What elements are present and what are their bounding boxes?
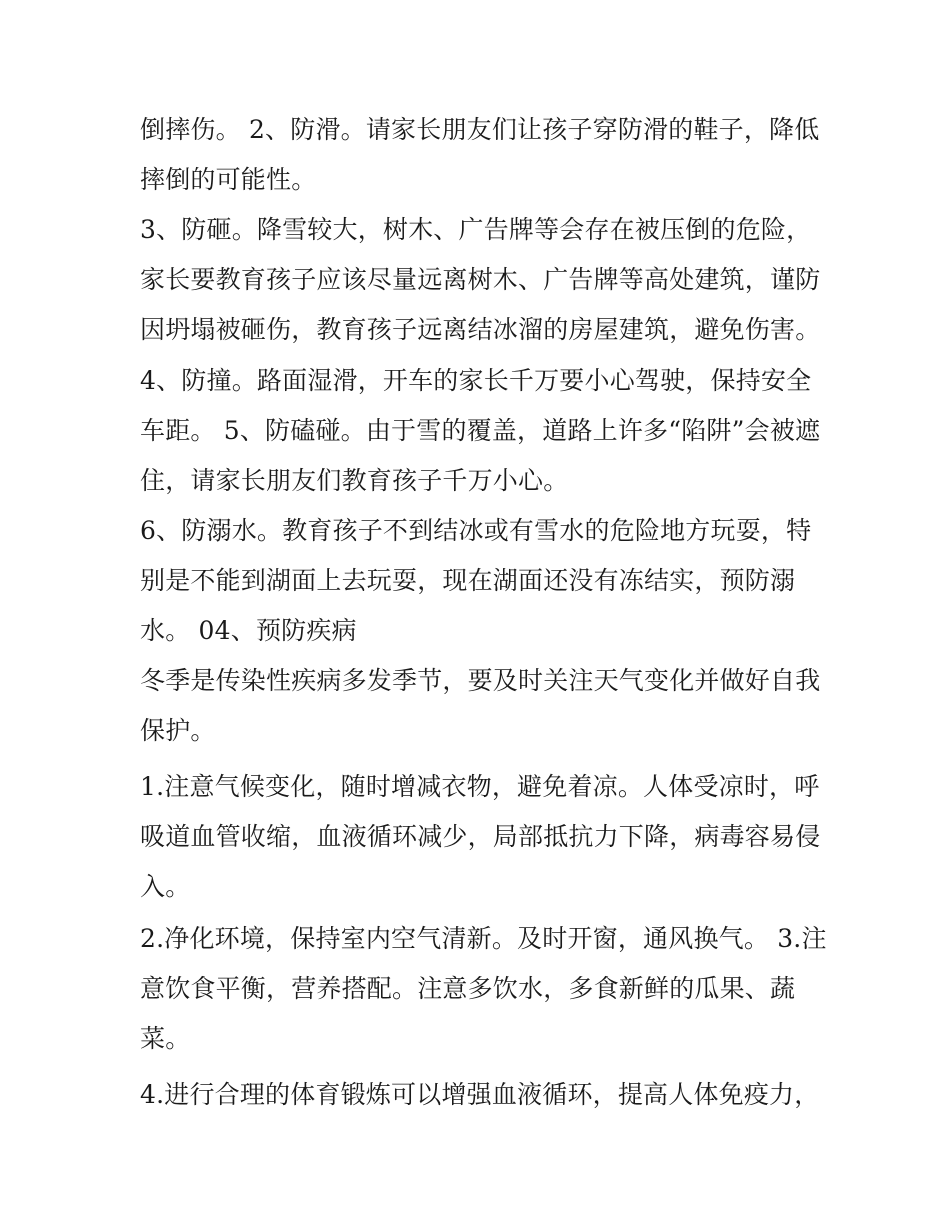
text-line: 6、防溺水。教育孩子不到结冰或有雪水的危险地方玩耍，特 [140, 516, 812, 545]
text-line: 入。 [140, 872, 191, 901]
text-line: 4.进行合理的体育锻炼可以增强血液循环，提高人体免疫力， [140, 1080, 820, 1109]
text-line: 保护。 [140, 716, 216, 745]
text-line: 1.注意气候变化，随时增减衣物，避免着凉。人体受凉时，呼 [140, 772, 820, 801]
text-line: 因坍塌被砸伤，教育孩子远离结冰溜的房屋建筑，避免伤害。 [140, 315, 821, 344]
text-line: 菜。 [140, 1024, 191, 1053]
text-line: 吸道血管收缩，血液循环减少，局部抵抗力下降，病毒容易侵 [140, 822, 821, 851]
text-line: 4、防撞。路面湿滑，开车的家长千万要小心驾驶，保持安全 [140, 366, 812, 395]
text-line: 别是不能到湖面上去玩耍，现在湖面还没有冻结实，预防溺 [140, 566, 796, 595]
text-line: 3、防砸。降雪较大，树木、广告牌等会存在被压倒的危险， [140, 215, 812, 244]
text-line: 车距。 5、防磕碰。由于雪的覆盖，道路上许多“陷阱”会被遮 [140, 416, 821, 445]
text-line: 住，请家长朋友们教育孩子千万小心。 [140, 466, 569, 495]
text-line: 意饮食平衡，营养搭配。注意多饮水，多食新鲜的瓜果、蔬 [140, 974, 796, 1003]
text-line: 水。 04、预防疾病 [140, 616, 357, 645]
text-line: 冬季是传染性疾病多发季节，要及时关注天气变化并做好自我 [140, 666, 821, 695]
text-line: 摔倒的可能性。 [140, 165, 317, 194]
text-line: 家长要教育孩子应该尽量远离树木、广告牌等高处建筑，谨防 [140, 265, 821, 294]
text-line: 2.净化环境，保持室内空气清新。及时开窗，通风换气。 3.注 [140, 924, 827, 953]
text-line: 倒摔伤。 2、防滑。请家长朋友们让孩子穿防滑的鞋子，降低 [140, 115, 820, 144]
